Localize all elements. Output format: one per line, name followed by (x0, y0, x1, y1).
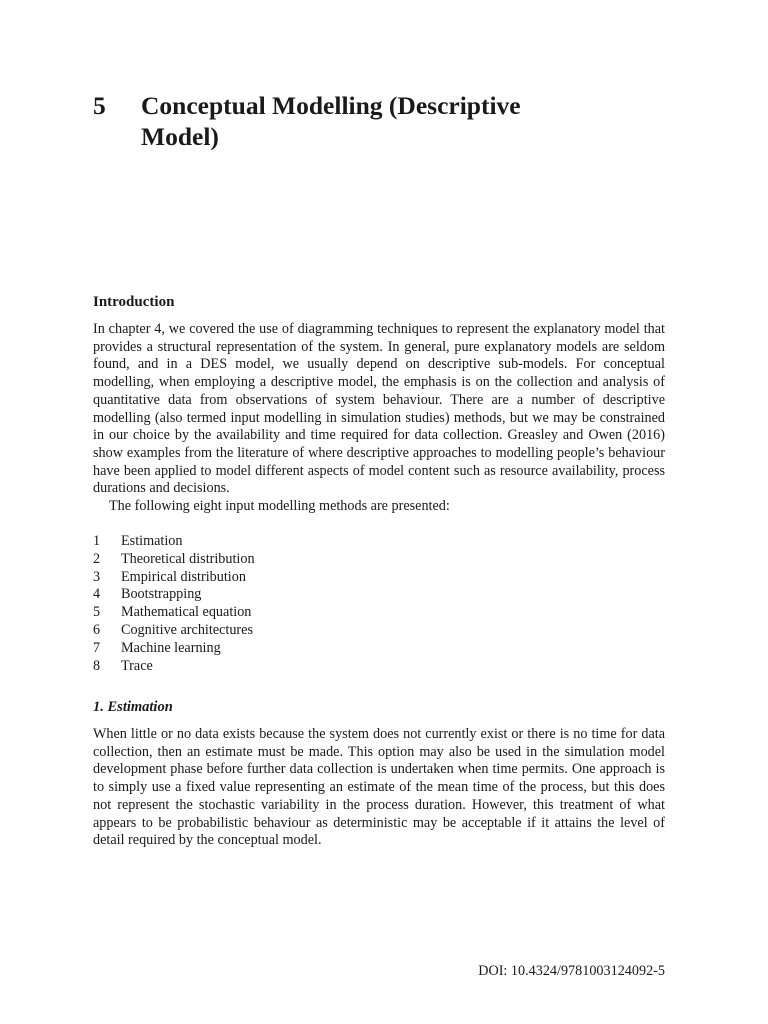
list-item-label: Trace (121, 657, 153, 674)
list-item (93, 533, 255, 551)
chapter-title-line-2: Model) (141, 122, 219, 151)
list-item (93, 551, 255, 569)
estimation-paragraph: When little or no data exists because the system does not currently exist or there is no time for data collection, then an estimate must be made. This option may also be used in the simulation model development phase before further data collection is undertaken when time permits. One approach is to simply use a fixed value representing an estimate of the mean time of the process, but this does not represent the stochastic variability in the process duration. However, this treatment of what appears to be probabilistic behaviour as deterministic may be acceptable if it attains the level of detail required by the conceptual model. (93, 726, 665, 849)
list-item-label: Estimation (121, 533, 183, 549)
list-item-number: 7 (93, 639, 101, 656)
list-item-label: Bootstrapping (121, 586, 202, 603)
chapter-title (141, 90, 653, 152)
chapter-heading (93, 90, 653, 152)
introduction-followup: The following eight input modelling methods are presented: (109, 498, 450, 514)
list-item (93, 658, 255, 676)
introduction-paragraph: In chapter 4, we covered the use of diagramming techniques to represent the explanatory model that provides a structural representation of the system. In general, pure explanatory models are seldom found, and in a DES model, we usually depend on descriptive sub-models. For conceptual modelling, when employing a descriptive model, the emphasis is on the collection and analysis of quantitative data from observations of system behaviour. There are a number of descriptive modelling (also termed input modelling in simulation studies) methods, but we may be constrained in our choice by the availability and time required for data collection. Greasley and Owen (2016) show examples from the literature of where descriptive approaches to modelling people’s behaviour have been applied to model different aspects of model content such as resource availability, process durations and decisions. (93, 321, 665, 497)
chapter-number: 5 (93, 91, 106, 120)
list-item-number: 6 (93, 621, 101, 638)
list-item-label: Empirical distribution (121, 568, 246, 585)
list-item-number: 5 (93, 604, 101, 621)
list-item-number: 2 (93, 550, 101, 567)
list-item (93, 622, 255, 640)
list-item-number: 8 (93, 657, 101, 674)
list-item (93, 569, 255, 587)
introduction-heading: Introduction (93, 294, 175, 310)
list-item (93, 604, 255, 622)
list-item-label: Cognitive architectures (121, 621, 253, 638)
list-item-label: Machine learning (121, 639, 221, 656)
list-item-number: 1 (93, 533, 101, 549)
estimation-heading: 1. Estimation (93, 699, 173, 715)
list-item-label: Mathematical equation (121, 604, 252, 621)
method-list (93, 533, 255, 675)
list-item-number: 3 (93, 568, 101, 585)
list-item (93, 586, 255, 604)
list-item-number: 4 (93, 586, 101, 603)
list-item (93, 640, 255, 658)
doi-footer: DOI: 10.4324/9781003124092-5 (478, 963, 665, 979)
list-item-label: Theoretical distribution (121, 550, 255, 567)
chapter-title-line-1: Conceptual Modelling (Descriptive (141, 91, 521, 120)
